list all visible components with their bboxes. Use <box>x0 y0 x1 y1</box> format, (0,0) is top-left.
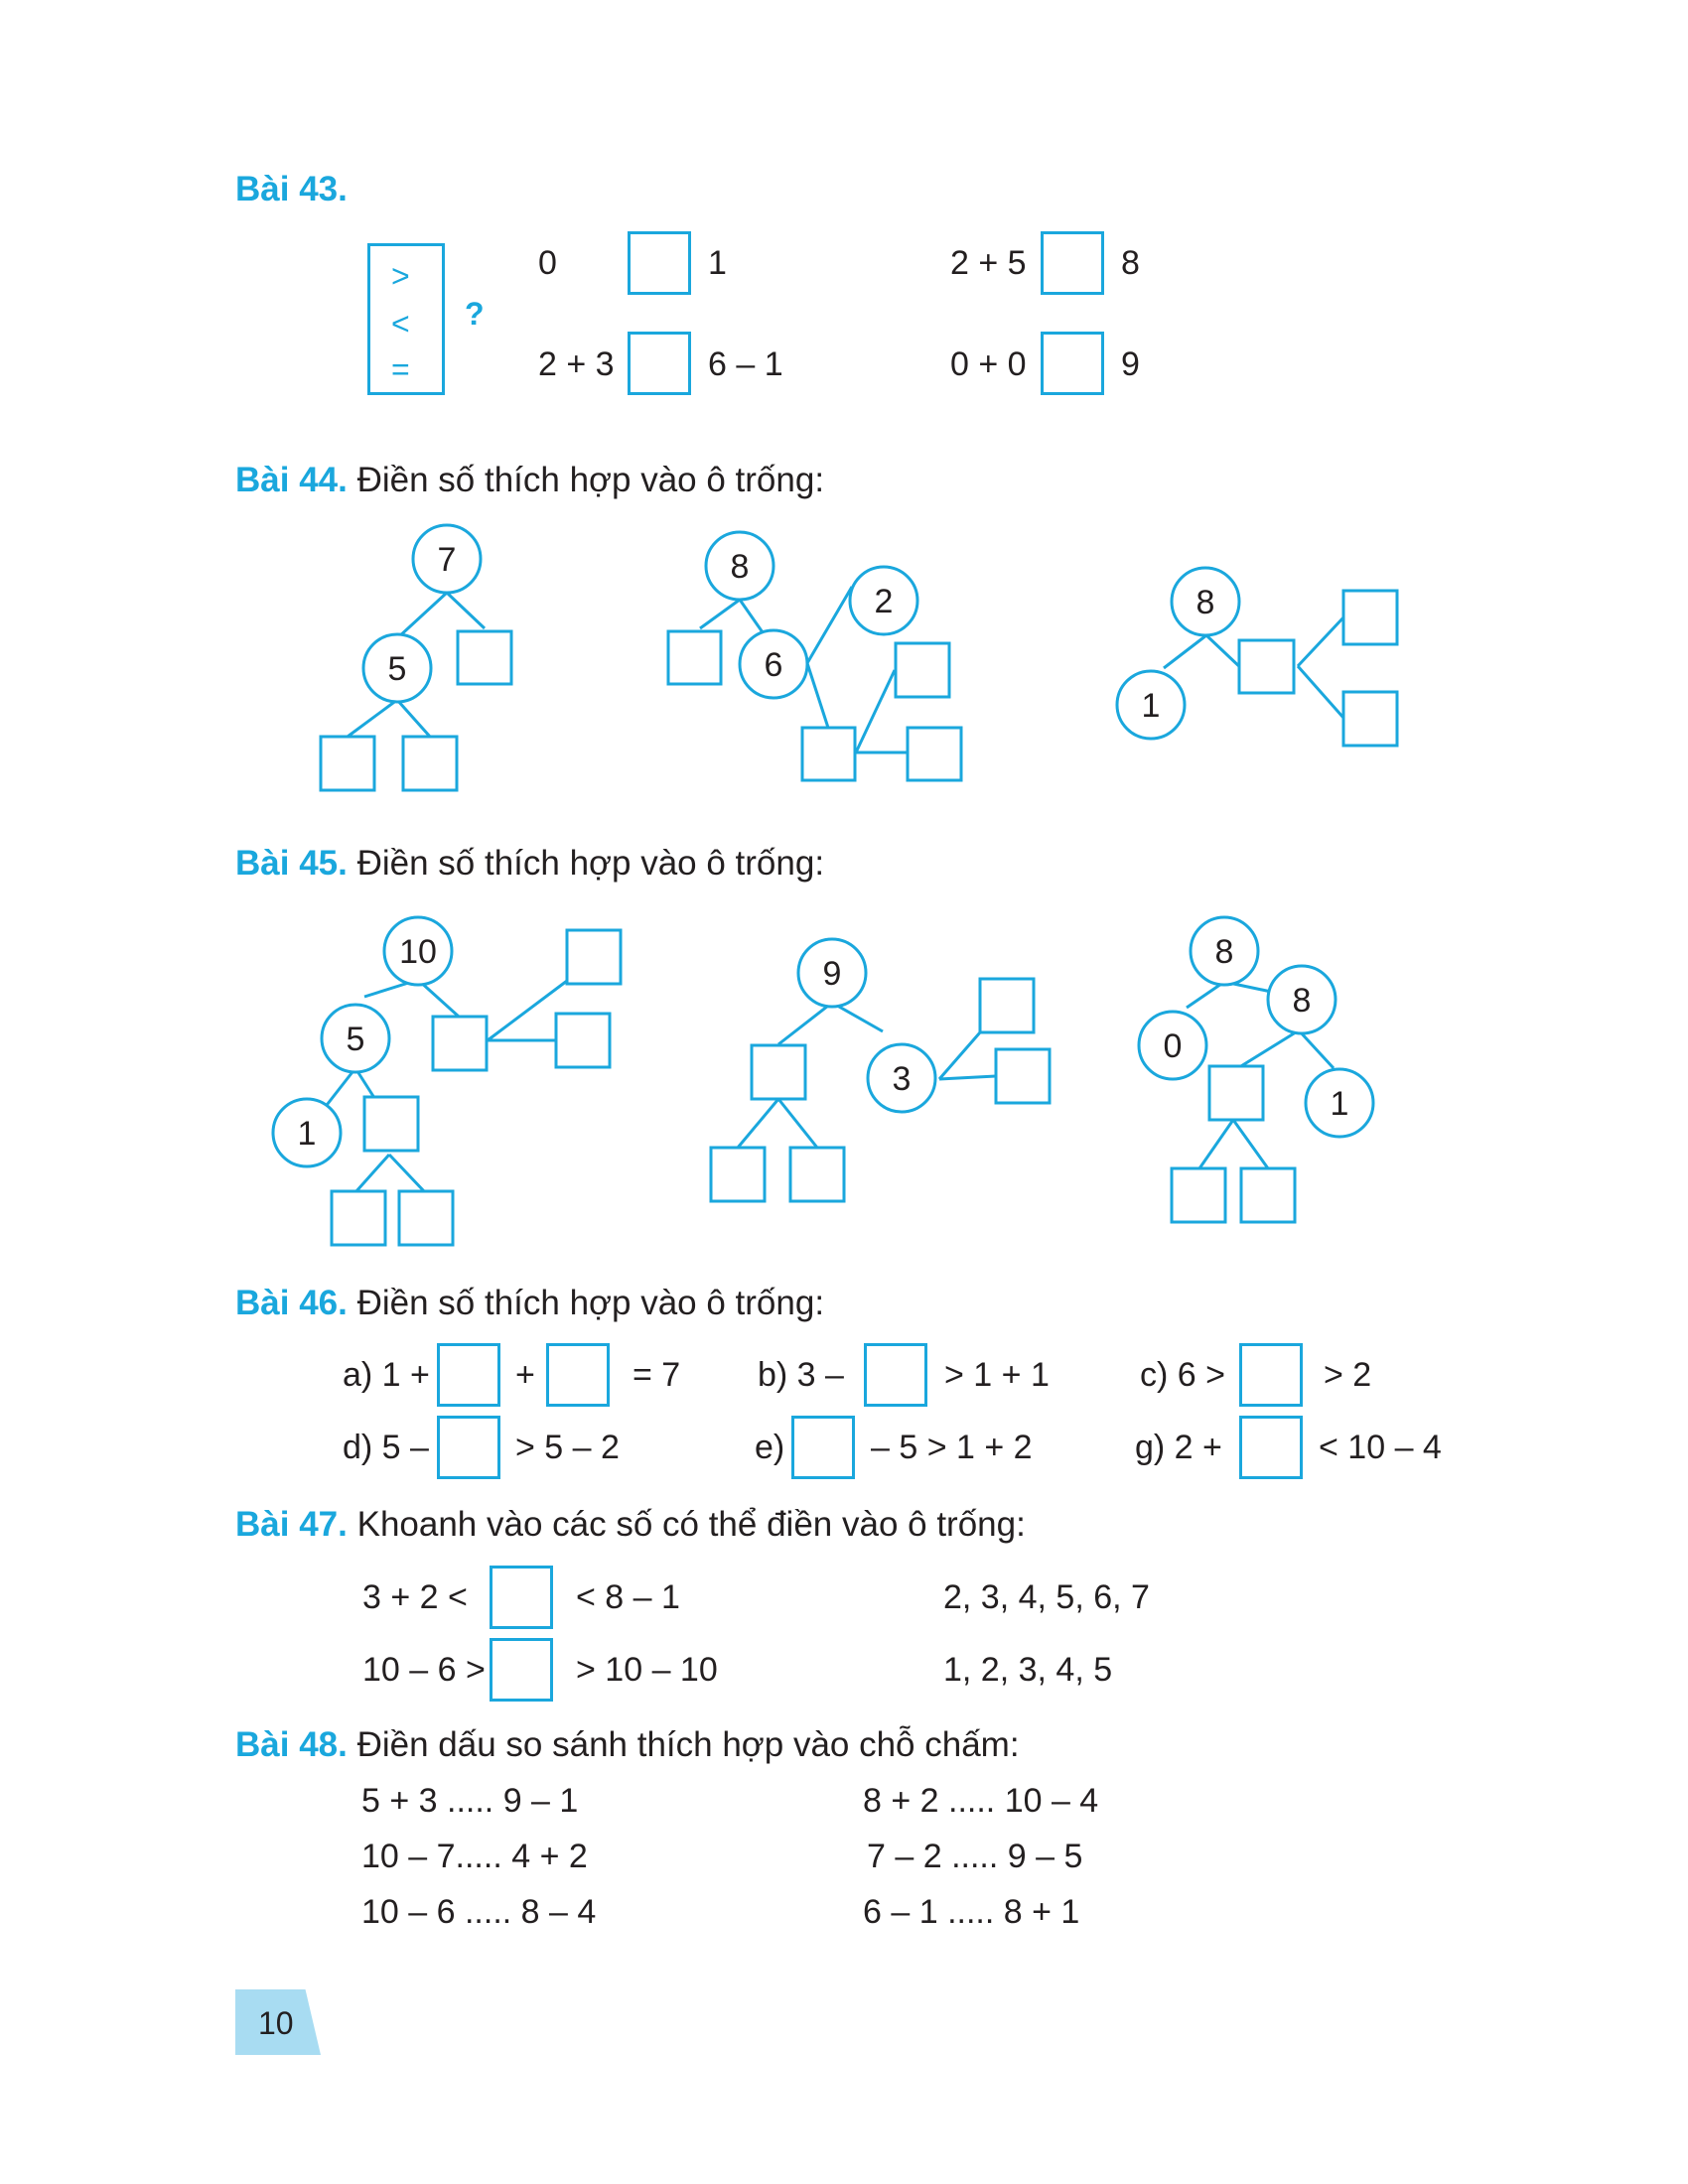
bai44-number: Bài 44. <box>235 461 348 499</box>
answer-box[interactable] <box>752 1045 805 1099</box>
bai46-title <box>235 1286 824 1320</box>
node-value: 0 <box>1163 1027 1183 1065</box>
answer-box[interactable] <box>403 737 457 790</box>
bai45-number: Bài 45. <box>235 844 348 883</box>
connector-line <box>397 593 447 638</box>
answer-box[interactable] <box>546 1343 610 1407</box>
bai46-c-part2: > 2 <box>1324 1356 1372 1394</box>
answer-box[interactable] <box>364 1097 418 1151</box>
answer-box[interactable] <box>1209 1066 1263 1120</box>
node-value: 2 <box>874 583 894 620</box>
sign-equal: = <box>391 351 410 387</box>
answer-box[interactable] <box>332 1191 385 1245</box>
sign-less: < <box>391 306 410 341</box>
connector-line <box>1233 1120 1268 1168</box>
answer-box[interactable] <box>1172 1168 1225 1222</box>
answer-box[interactable] <box>864 1343 927 1407</box>
node-value: 1 <box>1330 1085 1349 1123</box>
bai43-r1-left: 0 <box>538 244 557 282</box>
connector-line <box>348 700 397 737</box>
bai45-instruction: Điền số thích hợp vào ô trống: <box>356 844 825 883</box>
connector-line <box>856 670 895 752</box>
connector-line <box>1206 635 1243 670</box>
bai48-item: 8 + 2 ..... 10 – 4 <box>863 1782 1099 1820</box>
connector-line <box>1298 617 1343 666</box>
answer-box[interactable] <box>908 728 961 780</box>
connector-line <box>738 1099 778 1148</box>
bai46-a-part3: = 7 <box>633 1356 681 1394</box>
bai46-b-part2: > 1 + 1 <box>944 1356 1050 1394</box>
answer-box[interactable] <box>433 1017 487 1070</box>
answer-box[interactable] <box>791 1416 855 1479</box>
answer-box[interactable] <box>437 1416 500 1479</box>
node-value: 8 <box>1214 933 1234 971</box>
answer-box[interactable] <box>980 979 1034 1032</box>
bai46-a-part2: + <box>515 1356 535 1394</box>
connector-line <box>447 593 485 628</box>
connector-line <box>939 1076 996 1079</box>
bai47-r2-left: 10 – 6 > <box>362 1651 486 1689</box>
answer-box[interactable] <box>896 643 949 697</box>
bai46-instruction: Điền số thích hợp vào ô trống: <box>356 1284 825 1322</box>
bai43-r1-right: 1 <box>708 244 727 282</box>
connector-line <box>939 1032 980 1079</box>
answer-box[interactable] <box>668 631 721 684</box>
sign-greater: > <box>391 258 410 294</box>
answer-box[interactable] <box>711 1148 765 1201</box>
bai48-item: 6 – 1 ..... 8 + 1 <box>863 1893 1080 1931</box>
connector-line <box>355 1155 389 1192</box>
bai48-item: 5 + 3 ..... 9 – 1 <box>361 1782 579 1820</box>
bai48-number: Bài 48. <box>235 1725 348 1764</box>
bai46-g-part2: < 10 – 4 <box>1319 1429 1442 1466</box>
bai43-r3-right: 6 – 1 <box>708 345 783 383</box>
bai46-b-part1: b) 3 – <box>758 1356 844 1394</box>
connector-line <box>700 600 740 628</box>
bai46-e-part2: – 5 > 1 + 2 <box>871 1429 1033 1466</box>
bai46-e-part1: e) <box>755 1429 785 1466</box>
bai46-c-part1: c) 6 > <box>1140 1356 1225 1394</box>
connector-line <box>807 587 852 663</box>
bai47-title <box>235 1507 1026 1542</box>
node-value: 9 <box>822 955 842 993</box>
answer-box[interactable] <box>1343 591 1397 644</box>
bai48-instruction: Điền dấu so sánh thích hợp vào chỗ chấm: <box>356 1725 1020 1764</box>
bai43-number: Bài 43. <box>235 170 348 208</box>
node-value: 8 <box>1292 982 1312 1020</box>
page-number: 10 <box>258 2005 294 2041</box>
bai46-g-part1: g) 2 + <box>1135 1429 1222 1466</box>
answer-box[interactable] <box>790 1148 844 1201</box>
answer-box[interactable] <box>802 728 855 780</box>
answer-box[interactable] <box>1239 1416 1303 1479</box>
connector-line <box>324 1068 355 1109</box>
connector-line <box>1299 1030 1334 1068</box>
bai43-r4-right: 9 <box>1121 345 1140 383</box>
bai47-r2-right: > 10 – 10 <box>576 1651 718 1689</box>
node-value: 1 <box>297 1115 317 1153</box>
node-value: 8 <box>1196 584 1215 621</box>
connector-line <box>389 1155 425 1192</box>
bai46-a-part1: a) 1 + <box>343 1356 430 1394</box>
answer-box[interactable] <box>1239 640 1294 693</box>
bai47-r1-left: 3 + 2 < <box>362 1578 468 1616</box>
bai48-item: 10 – 6 ..... 8 – 4 <box>361 1893 597 1931</box>
connector-line <box>1164 635 1206 668</box>
answer-box[interactable] <box>490 1566 553 1629</box>
question-mark: ? <box>465 296 485 332</box>
bai48-title <box>235 1727 1020 1762</box>
bai43-r4-left: 0 + 0 <box>950 345 1027 383</box>
answer-box[interactable] <box>321 737 374 790</box>
node-value: 7 <box>437 541 457 579</box>
answer-box[interactable] <box>1239 1343 1303 1407</box>
connector-line <box>1199 1120 1233 1168</box>
bai47-r1-options: 2, 3, 4, 5, 6, 7 <box>943 1578 1150 1616</box>
answer-box[interactable] <box>567 930 621 984</box>
bai47-number: Bài 47. <box>235 1505 348 1544</box>
answer-box[interactable] <box>556 1014 610 1067</box>
answer-box[interactable] <box>1343 692 1397 746</box>
connector-line <box>807 663 828 728</box>
connector-line <box>778 1003 832 1044</box>
node-value: 8 <box>730 548 750 586</box>
node-value: 1 <box>1141 687 1161 725</box>
node-value: 3 <box>892 1060 912 1098</box>
answer-box[interactable] <box>437 1343 500 1407</box>
connector-line <box>1298 666 1343 718</box>
bai47-instruction: Khoanh vào các số có thể điền vào ô trống: <box>356 1505 1026 1544</box>
bai43-r2-right: 8 <box>1121 244 1140 282</box>
bai47-r1-right: < 8 – 1 <box>576 1578 680 1616</box>
connector-line <box>740 600 763 632</box>
bai43-r2-left: 2 + 5 <box>950 244 1027 282</box>
bai47-r2-options: 1, 2, 3, 4, 5 <box>943 1651 1113 1689</box>
answer-box[interactable] <box>399 1191 453 1245</box>
bai46-number: Bài 46. <box>235 1284 348 1322</box>
answer-box[interactable] <box>490 1638 553 1702</box>
bai43-r3-left: 2 + 3 <box>538 345 615 383</box>
connector-line <box>397 700 430 737</box>
bai44-instruction: Điền số thích hợp vào ô trống: <box>356 461 825 499</box>
answer-box[interactable] <box>1241 1168 1295 1222</box>
bai48-item: 7 – 2 ..... 9 – 5 <box>867 1838 1083 1875</box>
connector-line <box>1236 1030 1299 1069</box>
node-value: 10 <box>399 933 437 971</box>
bai48-item: 10 – 7..... 4 + 2 <box>361 1838 588 1875</box>
node-value: 5 <box>346 1021 365 1058</box>
bai46-d-part1: d) 5 – <box>343 1429 429 1466</box>
node-value: 6 <box>764 646 783 684</box>
answer-box[interactable] <box>458 631 511 684</box>
connector-line <box>778 1099 817 1148</box>
bai46-d-part2: > 5 – 2 <box>515 1429 620 1466</box>
answer-box[interactable] <box>996 1049 1050 1103</box>
node-value: 5 <box>387 650 407 688</box>
